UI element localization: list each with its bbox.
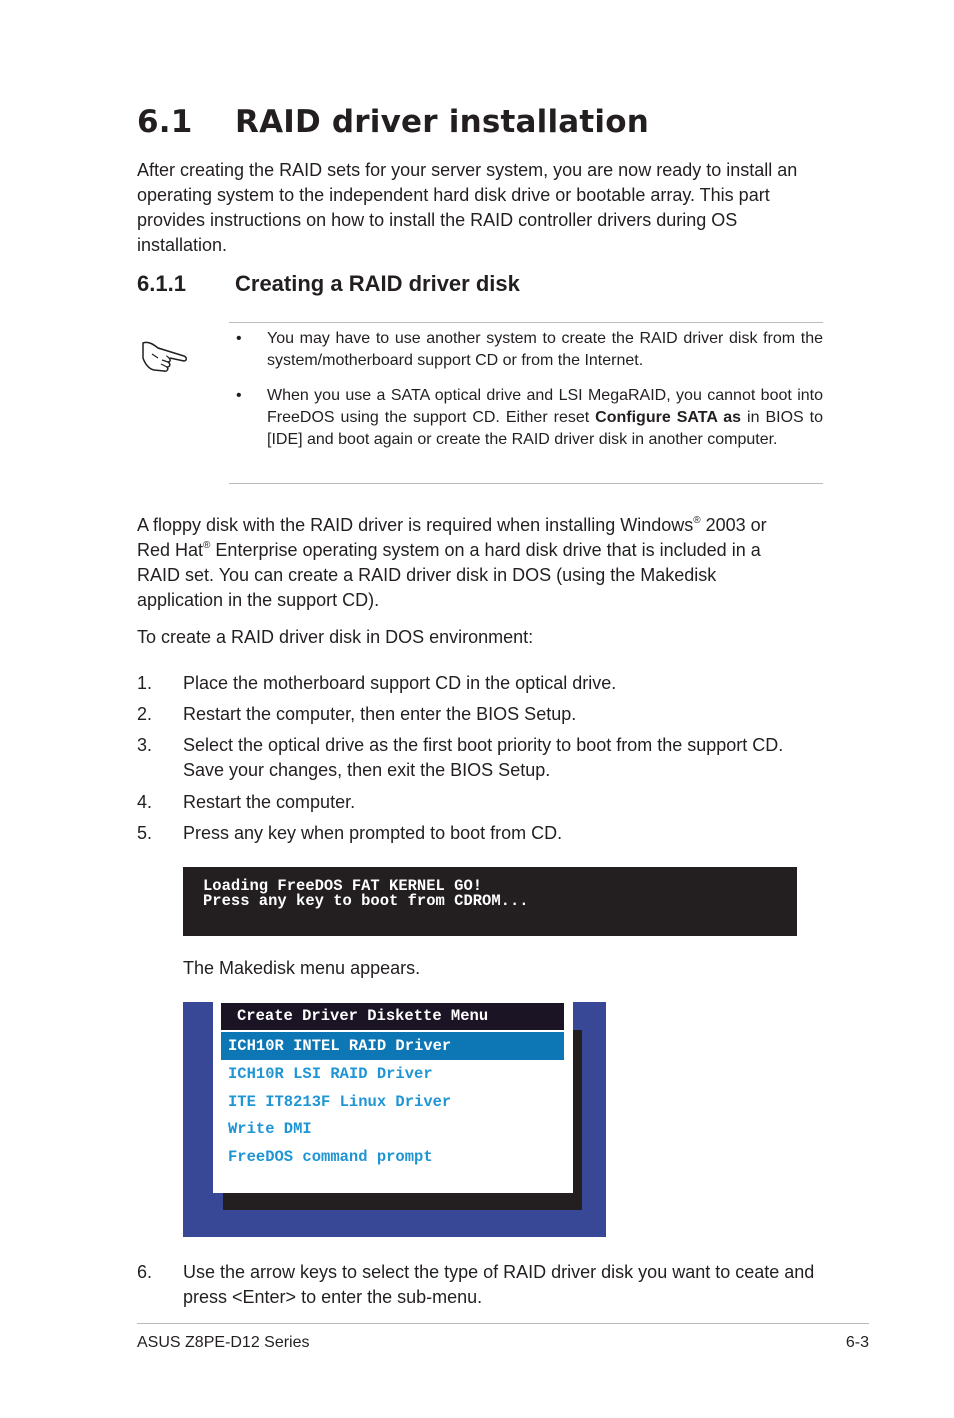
- bullet: •: [236, 330, 242, 347]
- menu-item-ite-linux[interactable]: ITE IT8213F Linux Driver: [228, 1093, 452, 1111]
- menu-item-freedos-prompt[interactable]: FreeDOS command prompt: [228, 1148, 433, 1166]
- instruction-lead: To create a RAID driver disk in DOS environment:: [137, 627, 534, 647]
- registered-mark: ®: [693, 515, 701, 526]
- step-text: Press any key when prompted to boot from CD.: [183, 823, 563, 843]
- section-number: 6.1: [137, 104, 193, 140]
- note-top-rule: [229, 322, 823, 323]
- note-text: When you use a SATA optical drive and LSI MegaRAID, you cannot boot into FreeDOS using the support CD. Either reset Configure SATA as in BIOS to [IDE] and boot again or create the RAID driver disk in another computer.: [267, 387, 823, 448]
- menu-item-write-dmi[interactable]: Write DMI: [228, 1120, 312, 1138]
- step-item: [137, 733, 827, 783]
- registered-mark: ®: [203, 540, 211, 551]
- subsection-title: [137, 271, 520, 297]
- step-number: 2.: [137, 704, 153, 724]
- step-item: [137, 702, 827, 727]
- pointing-hand-icon: [140, 334, 190, 374]
- footer-rule: [137, 1323, 869, 1324]
- subsection-title-text: Creating a RAID driver disk: [235, 271, 520, 296]
- step-text: Restart the computer, then enter the BIOS Setup.: [183, 704, 577, 724]
- note-item: [229, 385, 823, 451]
- step-item: [137, 1260, 827, 1310]
- bullet: •: [236, 387, 242, 404]
- terminal-line: Loading FreeDOS FAT KERNEL GO!: [203, 877, 483, 895]
- page-number: 6-3: [845, 1334, 869, 1351]
- floppy-paragraph: A floppy disk with the RAID driver is required when installing Windows® 2003 or Red Hat® Enterprise operating system on a hard disk drive that is included in a RAID set. You can create a RAID driver disk in DOS (using the Makedisk application in the support CD).: [137, 515, 767, 610]
- step-text: Restart the computer.: [183, 792, 356, 812]
- footer-product: ASUS Z8PE-D12 Series: [137, 1334, 310, 1351]
- step-item: [137, 821, 827, 846]
- page-title: [137, 104, 649, 140]
- step-number: 3.: [137, 735, 153, 755]
- note-item: [229, 328, 823, 372]
- step-number: 6.: [137, 1262, 153, 1282]
- bios-setting-name: Configure SATA as: [595, 409, 742, 426]
- boot-terminal: [183, 867, 797, 936]
- intro-paragraph: After creating the RAID sets for your server system, you are now ready to install an operating system to the independent hard disk drive or bootable array. This part provides instructions on how to install the RAID controller drivers during OS installation.: [137, 160, 798, 255]
- step-text: Place the motherboard support CD in the optical drive.: [183, 673, 617, 693]
- menu-item-ich10r-lsi[interactable]: ICH10R LSI RAID Driver: [228, 1065, 433, 1083]
- step-item: [137, 671, 827, 696]
- note-text: You may have to use another system to create the RAID driver disk from the system/motherboard support CD or from the Internet.: [267, 330, 823, 369]
- makedisk-caption: The Makedisk menu appears.: [183, 958, 421, 978]
- step-text: Use the arrow keys to select the type of RAID driver disk you want to ceate and press <Enter> to enter the sub-menu.: [183, 1262, 815, 1307]
- note-bottom-rule: [229, 483, 823, 484]
- section-title: RAID driver installation: [235, 104, 650, 140]
- step-number: 1.: [137, 673, 153, 693]
- step-item: [137, 790, 827, 815]
- step-number: 4.: [137, 792, 153, 812]
- step-number: 5.: [137, 823, 153, 843]
- step-text: Select the optical drive as the first boot priority to boot from the support CD. Save your changes, then exit the BIOS Setup.: [183, 735, 784, 780]
- terminal-line: Press any key to boot from CDROM...: [203, 892, 529, 910]
- subsection-number: 6.1.1: [137, 271, 186, 296]
- dos-menu-title: Create Driver Diskette Menu: [221, 1003, 564, 1030]
- menu-item-ich10r-intel[interactable]: ICH10R INTEL RAID Driver: [221, 1032, 564, 1060]
